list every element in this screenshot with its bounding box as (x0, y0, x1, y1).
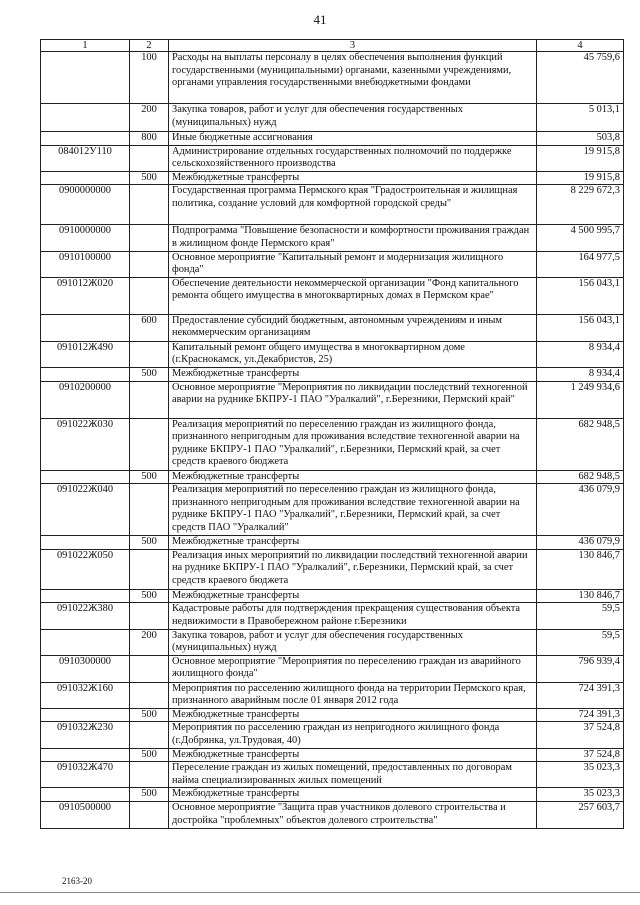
row-code-cell: 084012У110 (41, 145, 130, 171)
row-description-cell: Капитальный ремонт общего имущества в многоквартирном доме (г.Краснокамск, ул.Декабристов, 25) (169, 341, 537, 367)
row-description-cell: Мероприятия по расселению граждан из непригодного жилищного фонда (г.Добрянка, ул.Трудовая, 40) (169, 722, 537, 748)
table-row (41, 549, 624, 589)
row-amount-cell: 156 043,1 (537, 277, 624, 314)
row-expense-type-cell: 200 (130, 629, 169, 655)
row-description-cell: Переселение граждан из жилых помещений, предоставленных по договорам найма специализированных жилых помещений (169, 762, 537, 788)
table-row (41, 367, 624, 381)
footer-divider (0, 892, 640, 893)
row-description-cell: Основное мероприятие "Капитальный ремонт и модернизация жилищного фонда" (169, 251, 537, 277)
row-description-cell: Государственная программа Пермского края "Градостроительная и жилищная политика, создание условий для комфортной городской среды" (169, 185, 537, 225)
row-code-cell: 091012Ж490 (41, 341, 130, 367)
row-expense-type-cell (130, 418, 169, 470)
column-header: 1 (41, 40, 130, 52)
row-expense-type-cell (130, 251, 169, 277)
row-description-cell: Основное мероприятие "Защита прав участников долевого строительства и достройка "проблемных" объектов долевого строительства" (169, 802, 537, 829)
row-code-cell: 0910300000 (41, 655, 130, 682)
table-row (41, 788, 624, 802)
row-code-cell (41, 589, 130, 603)
row-description-cell: Обеспечение деятельности некоммерческой организации "Фонд капитального ремонта общего имущества в многоквартирных домах в Пермском крае" (169, 277, 537, 314)
row-amount-cell: 59,5 (537, 629, 624, 655)
row-description-cell: Межбюджетные трансферты (169, 788, 537, 802)
row-expense-type-cell (130, 762, 169, 788)
table-row (41, 802, 624, 829)
row-expense-type-cell: 500 (130, 470, 169, 484)
row-expense-type-cell: 500 (130, 589, 169, 603)
table-row (41, 185, 624, 225)
table-row (41, 682, 624, 708)
row-expense-type-cell (130, 682, 169, 708)
table-row (41, 52, 624, 104)
table-row (41, 341, 624, 367)
document-code: 2163-20 (62, 876, 92, 886)
column-header: 3 (169, 40, 537, 52)
row-code-cell (41, 367, 130, 381)
row-code-cell: 091022Ж050 (41, 549, 130, 589)
row-description-cell: Межбюджетные трансферты (169, 748, 537, 762)
row-description-cell: Межбюджетные трансферты (169, 536, 537, 550)
row-description-cell: Расходы на выплаты персоналу в целях обеспечения выполнения функций государственными (муниципальными) органами, казенными учреждениями, органами управления государственными внебюджетными фондами (169, 52, 537, 104)
row-amount-cell: 130 846,7 (537, 589, 624, 603)
row-amount-cell: 19 915,8 (537, 171, 624, 185)
page-number: 41 (313, 12, 327, 27)
table-row (41, 314, 624, 341)
table-row (41, 251, 624, 277)
budget-table (40, 39, 624, 829)
row-code-cell (41, 708, 130, 722)
row-description-cell: Реализация мероприятий по переселению граждан из жилищного фонда, признанного непригодным для проживания вследствие техногенной аварии на руднике БКПРУ-1 ПАО "Уралкалий", г.Березники, Пермский край, за счет средств ПАО "Уралкалий" (169, 484, 537, 536)
table-row (41, 171, 624, 185)
row-expense-type-cell (130, 185, 169, 225)
table-row (41, 603, 624, 629)
table-row (41, 629, 624, 655)
row-amount-cell: 8 229 672,3 (537, 185, 624, 225)
row-description-cell: Мероприятия по расселению жилищного фонда на территории Пермского края, признанного аварийным после 01 января 2012 года (169, 682, 537, 708)
row-amount-cell: 8 934,4 (537, 367, 624, 381)
table-row (41, 225, 624, 251)
table-row (41, 132, 624, 146)
row-code-cell (41, 52, 130, 104)
row-code-cell (41, 629, 130, 655)
row-expense-type-cell (130, 722, 169, 748)
row-code-cell (41, 171, 130, 185)
table-row (41, 145, 624, 171)
row-expense-type-cell: 500 (130, 367, 169, 381)
row-amount-cell: 35 023,3 (537, 788, 624, 802)
row-amount-cell: 682 948,5 (537, 418, 624, 470)
row-code-cell (41, 536, 130, 550)
row-description-cell: Межбюджетные трансферты (169, 171, 537, 185)
table-row (41, 722, 624, 748)
row-expense-type-cell (130, 603, 169, 629)
table-row (41, 484, 624, 536)
row-amount-cell: 8 934,4 (537, 341, 624, 367)
row-code-cell: 091022Ж380 (41, 603, 130, 629)
row-amount-cell: 5 013,1 (537, 104, 624, 132)
table-row (41, 708, 624, 722)
row-code-cell: 091012Ж020 (41, 277, 130, 314)
row-expense-type-cell (130, 549, 169, 589)
row-description-cell: Основное мероприятие "Мероприятия по переселению граждан из аварийного жилищного фонда" (169, 655, 537, 682)
table-row (41, 381, 624, 418)
row-description-cell: Межбюджетные трансферты (169, 470, 537, 484)
row-code-cell: 091032Ж470 (41, 762, 130, 788)
row-amount-cell: 37 524,8 (537, 722, 624, 748)
row-code-cell: 0900000000 (41, 185, 130, 225)
row-expense-type-cell (130, 484, 169, 536)
row-code-cell: 091032Ж230 (41, 722, 130, 748)
row-description-cell: Основное мероприятие "Мероприятия по ликвидации последствий техногенной аварии на руднике БКПРУ-1 ПАО "Уралкалий", г.Березники, Пермский край" (169, 381, 537, 418)
row-description-cell: Закупка товаров, работ и услуг для обеспечения государственных (муниципальных) нужд (169, 104, 537, 132)
table-row (41, 277, 624, 314)
row-expense-type-cell: 500 (130, 171, 169, 185)
row-amount-cell: 156 043,1 (537, 314, 624, 341)
column-header: 2 (130, 40, 169, 52)
row-description-cell: Закупка товаров, работ и услуг для обеспечения государственных (муниципальных) нужд (169, 629, 537, 655)
row-amount-cell: 35 023,3 (537, 762, 624, 788)
column-header: 4 (537, 40, 624, 52)
row-expense-type-cell: 500 (130, 788, 169, 802)
table-row (41, 536, 624, 550)
row-description-cell: Администрирование отдельных государственных полномочий по поддержке сельскохозяйственного производства (169, 145, 537, 171)
row-description-cell: Межбюджетные трансферты (169, 589, 537, 603)
row-amount-cell: 4 500 995,7 (537, 225, 624, 251)
row-expense-type-cell (130, 802, 169, 829)
row-amount-cell: 45 759,6 (537, 52, 624, 104)
row-expense-type-cell (130, 145, 169, 171)
row-amount-cell: 1 249 934,6 (537, 381, 624, 418)
row-expense-type-cell (130, 655, 169, 682)
row-description-cell: Иные бюджетные ассигнования (169, 132, 537, 146)
row-code-cell: 0910100000 (41, 251, 130, 277)
row-expense-type-cell: 600 (130, 314, 169, 341)
row-amount-cell: 37 524,8 (537, 748, 624, 762)
row-amount-cell: 257 603,7 (537, 802, 624, 829)
row-description-cell: Межбюджетные трансферты (169, 367, 537, 381)
row-expense-type-cell (130, 225, 169, 251)
table-row (41, 762, 624, 788)
row-expense-type-cell: 800 (130, 132, 169, 146)
table-row (41, 655, 624, 682)
row-amount-cell: 682 948,5 (537, 470, 624, 484)
row-expense-type-cell: 500 (130, 748, 169, 762)
table-row (41, 418, 624, 470)
table-row (41, 104, 624, 132)
row-code-cell: 091022Ж030 (41, 418, 130, 470)
row-expense-type-cell (130, 381, 169, 418)
row-code-cell (41, 470, 130, 484)
row-amount-cell: 436 079,9 (537, 484, 624, 536)
row-amount-cell: 59,5 (537, 603, 624, 629)
row-code-cell: 0910200000 (41, 381, 130, 418)
row-code-cell: 0910000000 (41, 225, 130, 251)
row-expense-type-cell (130, 341, 169, 367)
row-expense-type-cell: 100 (130, 52, 169, 104)
row-expense-type-cell: 500 (130, 536, 169, 550)
row-amount-cell: 436 079,9 (537, 536, 624, 550)
row-expense-type-cell: 500 (130, 708, 169, 722)
row-description-cell: Реализация иных мероприятий по ликвидации последствий техногенной аварии на руднике БКПРУ-1 ПАО "Уралкалий", г.Березники, Пермский край, за счет средств краевого бюджета (169, 549, 537, 589)
row-code-cell: 091022Ж040 (41, 484, 130, 536)
row-code-cell (41, 104, 130, 132)
row-amount-cell: 164 977,5 (537, 251, 624, 277)
row-code-cell (41, 314, 130, 341)
row-description-cell: Подпрограмма "Повышение безопасности и комфортности проживания граждан в жилищном фонде Пермского края" (169, 225, 537, 251)
row-description-cell: Предоставление субсидий бюджетным, автономным учреждениям и иным некоммерческим организациям (169, 314, 537, 341)
row-expense-type-cell (130, 277, 169, 314)
row-description-cell: Кадастровые работы для подтверждения прекращения существования объекта недвижимости в Правобережном районе г.Березники (169, 603, 537, 629)
row-description-cell: Реализация мероприятий по переселению граждан из жилищного фонда, признанного непригодным для проживания вследствие техногенной аварии на руднике БКПРУ-1 ПАО "Уралкалий", г.Березники, Пермский край, за счет средств краевого бюджета (169, 418, 537, 470)
table-row (41, 470, 624, 484)
table-row (41, 748, 624, 762)
row-amount-cell: 130 846,7 (537, 549, 624, 589)
row-code-cell: 091032Ж160 (41, 682, 130, 708)
row-amount-cell: 796 939,4 (537, 655, 624, 682)
row-code-cell (41, 748, 130, 762)
table-header-row (41, 40, 624, 52)
row-amount-cell: 503,8 (537, 132, 624, 146)
row-code-cell (41, 132, 130, 146)
row-amount-cell: 724 391,3 (537, 682, 624, 708)
row-amount-cell: 19 915,8 (537, 145, 624, 171)
row-description-cell: Межбюджетные трансферты (169, 708, 537, 722)
row-code-cell (41, 788, 130, 802)
row-expense-type-cell: 200 (130, 104, 169, 132)
row-amount-cell: 724 391,3 (537, 708, 624, 722)
row-code-cell: 0910500000 (41, 802, 130, 829)
table-row (41, 589, 624, 603)
